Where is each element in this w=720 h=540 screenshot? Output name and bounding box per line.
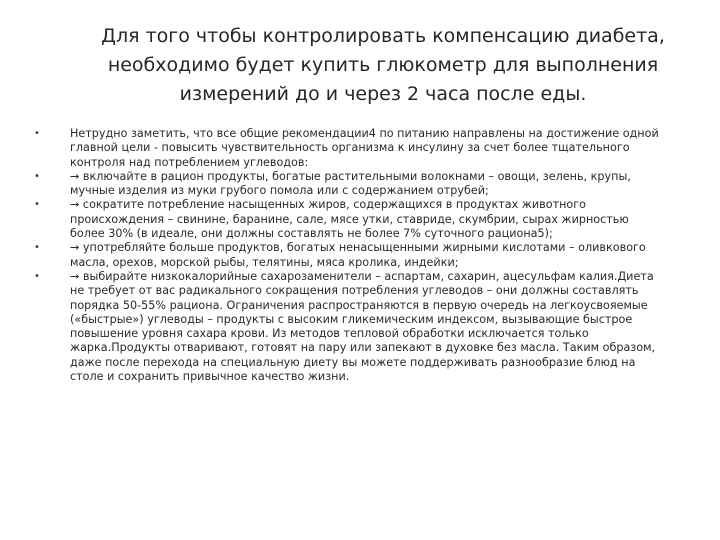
bullet-dot-icon: •: [34, 170, 40, 182]
bullet-dot-icon: •: [34, 128, 40, 139]
bullet-item: [34, 170, 664, 199]
bullet-text: → употребляйте больше продуктов, богатых ненасыщенными жирными кислотами – оливкового масла, орехов, морской рыбы, телятины, мяса кролика, индейки;: [70, 241, 646, 269]
bullet-item: [34, 241, 664, 270]
bullet-text: → сократите потребление насыщенных жиров, содержащихся в продуктах животного происхождения – свинине, баранине, сале, мясе утки, ставриде, скумбрии, сырах жирностью более 30% (в идеале, они должны составлять не более 7% суточного рациона5);: [70, 198, 629, 241]
bullet-list: [34, 127, 664, 384]
bullet-dot-icon: •: [34, 270, 40, 282]
bullet-item: [34, 127, 664, 170]
bullet-item: [34, 270, 664, 384]
slide-title: Для того чтобы контролировать компенсацию диабета, необходимо будет купить глюкометр для выполнения измерений до и через 2 часа после еды.: [101, 25, 665, 105]
bullet-text: → выбирайте низкокалорийные сахарозаменители – аспартам, сахарин, ацесульфам калия.Диета не требует от вас радикального сокращения потребления углеводов – они должны составлять порядка 50-55% рациона. Ограничения распространяются в первую очередь на легкоусвояемые («быстрые») углеводы – продукты с высоким гликемическим индексом, вызывающие быстрое повышение уровня сахара крови. Из методов тепловой обработки исключается только жарка.Продукты отваривают, готовят на пару или запекают в духовке без масла. Таким образом, даже после перехода на специальную диету вы можете поддерживать разнообразие блюд на столе и сохранить привычное качество жизни.: [70, 269, 656, 384]
bullet-text: Нетрудно заметить, что все общие рекомендации4 по питанию направлены на достижение одной главной цели - повысить чувствительность организма к инсулину за счет более тщательного контроля над потреблением углеводов:: [70, 127, 659, 169]
bullet-text: → включайте в рацион продукты, богатые растительными волокнами – овощи, зелень, крупы, мучные изделия из муки грубого помола или с содержанием отрубей;: [70, 169, 631, 198]
bullet-item: [34, 198, 664, 241]
bullet-dot-icon: •: [34, 199, 40, 211]
bullet-dot-icon: •: [34, 242, 40, 254]
